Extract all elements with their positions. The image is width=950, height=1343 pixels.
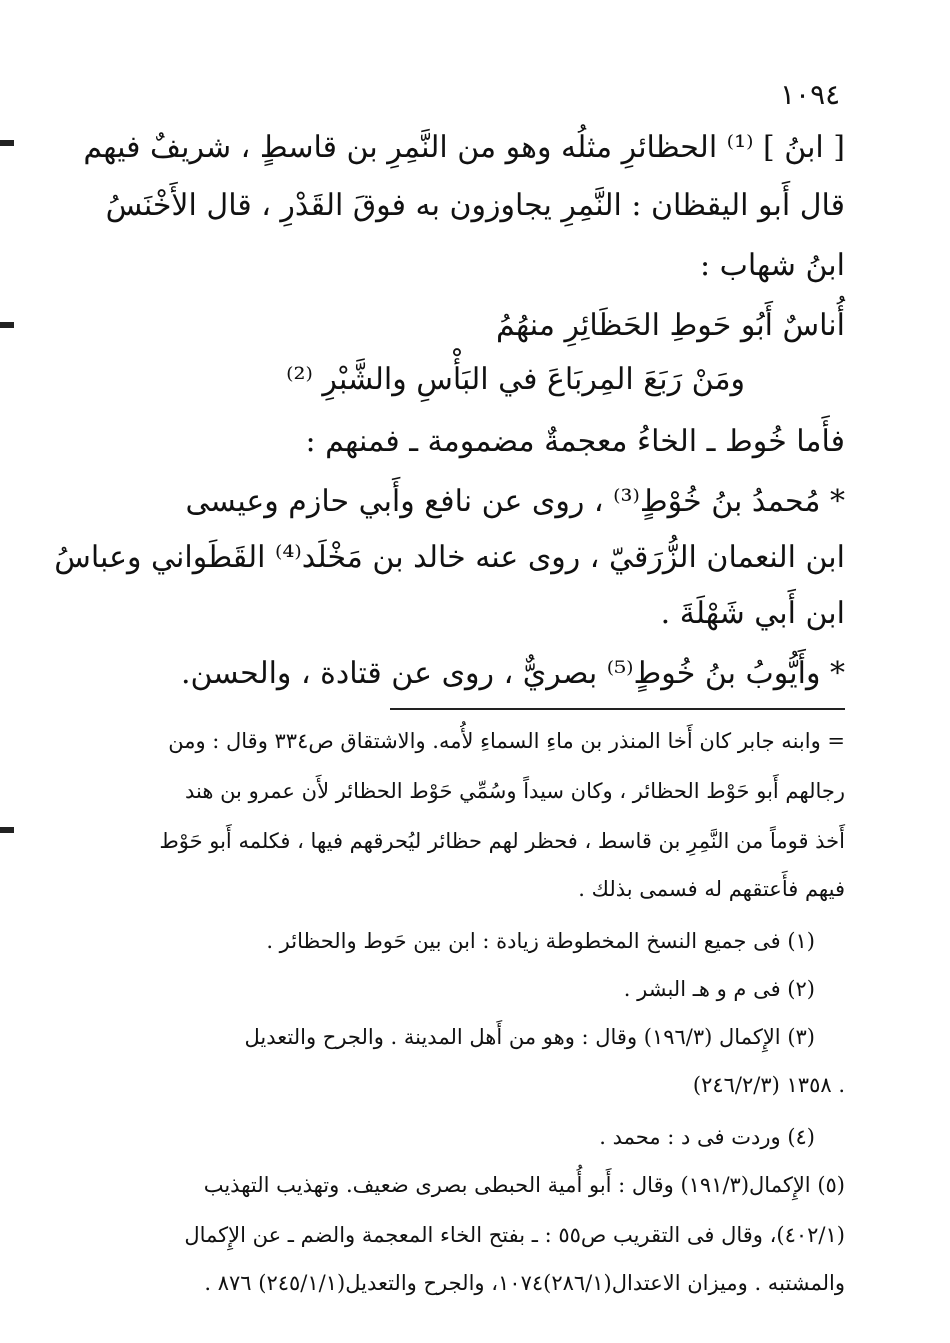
footnote-line: (٢٤٦/٢/٣) ١٣٥٨ .: [692, 1073, 845, 1097]
verse-line: أُناسٌ أَبُو حَوطِ الحَظَائِرِ منهُمُ: [496, 308, 845, 343]
footnote-line: والمشتبه . وميزان الاعتدال(٢٨٦/١)١٠٧٤، والجرح والتعديل(٢٤٥/١/١) ٨٧٦ .: [204, 1271, 845, 1295]
main-text-line: قال أَبو اليقظان : النَّمِرِ يجاوزون به فوقَ القَدْرِ ، قال الأَخْنَسُ: [105, 188, 845, 223]
footnote-line: (٤) وردت فى د : محمد .: [599, 1125, 815, 1149]
footnote-line: (١) فى جميع النسخ المخطوطة زيادة : ابن بين حَوط والحظائر .: [266, 929, 815, 953]
footnote-line: (٥) الإِكمال(١٩١/٣) وقال : أَبو أُمية الحبطى بصرى ضعيف. وتهذيب التهذيب: [203, 1173, 845, 1197]
page-number: ١٠٩٤: [780, 78, 841, 111]
footnote-line: أَخذ قوماً من النَّمِرِ بن قاسط ، فحظر لهم حظائر ليُحرقهم فيها ، فكلمه أَبو حَوْط: [159, 829, 845, 853]
footnote-line: (٣) الإِكمال (١٩٦/٣) وقال : وهو من أَهل المدينة . والجرح والتعديل: [244, 1025, 815, 1049]
margin-mark: [0, 322, 14, 328]
footnote-line: (٢) فى م و هـ البشر .: [623, 977, 815, 1001]
entry-line: * وأَيُّوبُ بنُ خُوطٍ⁽⁵⁾ بصريٌّ ، روى عن قتادة ، والحسن.: [180, 656, 845, 691]
main-text-line: ابنُ شهاب :: [699, 248, 845, 283]
footnote-line: = وابنه جابر كان أَخا المنذر بن ماءِ السماءِ لأُمه. والاشتقاق ص٣٣٤ وقال : ومن: [168, 729, 845, 753]
footnote-separator: [390, 708, 845, 710]
main-text-line: فأَما خُوط ـ الخاءُ معجمةٌ مضمومة ـ فمنهم :: [305, 424, 845, 459]
footnote-line: رجالهم أَبو حَوْط الحظائر ، وكان سيداً وسُمِّي حَوْط الحظائر لأَن عمرو بن هند: [184, 779, 845, 803]
footnote-line: (٤٠٢/١)، وقال فى التقريب ص٥٥ : ـ بفتح الخاء المعجمة والضم ـ عن الإِكمال: [184, 1223, 845, 1247]
entry-line: * مُحمدُ بنُ خُوْطٍ⁽³⁾ ، روى عن نافع وأَبي حازم وعيسى: [185, 484, 845, 519]
footnote-line: فيهم فأَعتقهم له فسمى بذلك .: [578, 877, 845, 901]
verse-line: ومَنْ رَبَعَ المِربَاعَ في البَأْسِ والشَّبْرِ ⁽²⁾: [286, 362, 745, 397]
margin-mark: [0, 140, 14, 146]
entry-line: ابن أَبي شَهْلَةَ .: [660, 596, 845, 631]
margin-mark: [0, 827, 14, 833]
main-text-line: [ ابنُ ] ⁽¹⁾ الحظائرِ مثلُه وهو من النَّمِرِ بن قاسطٍ ، شريفٌ فيهم: [83, 130, 845, 165]
entry-line: ابن النعمان الزُّرَقيّ ، روى عنه خالد بن مَخْلَد⁽⁴⁾ القَطَواني وعباسُ: [54, 540, 845, 575]
